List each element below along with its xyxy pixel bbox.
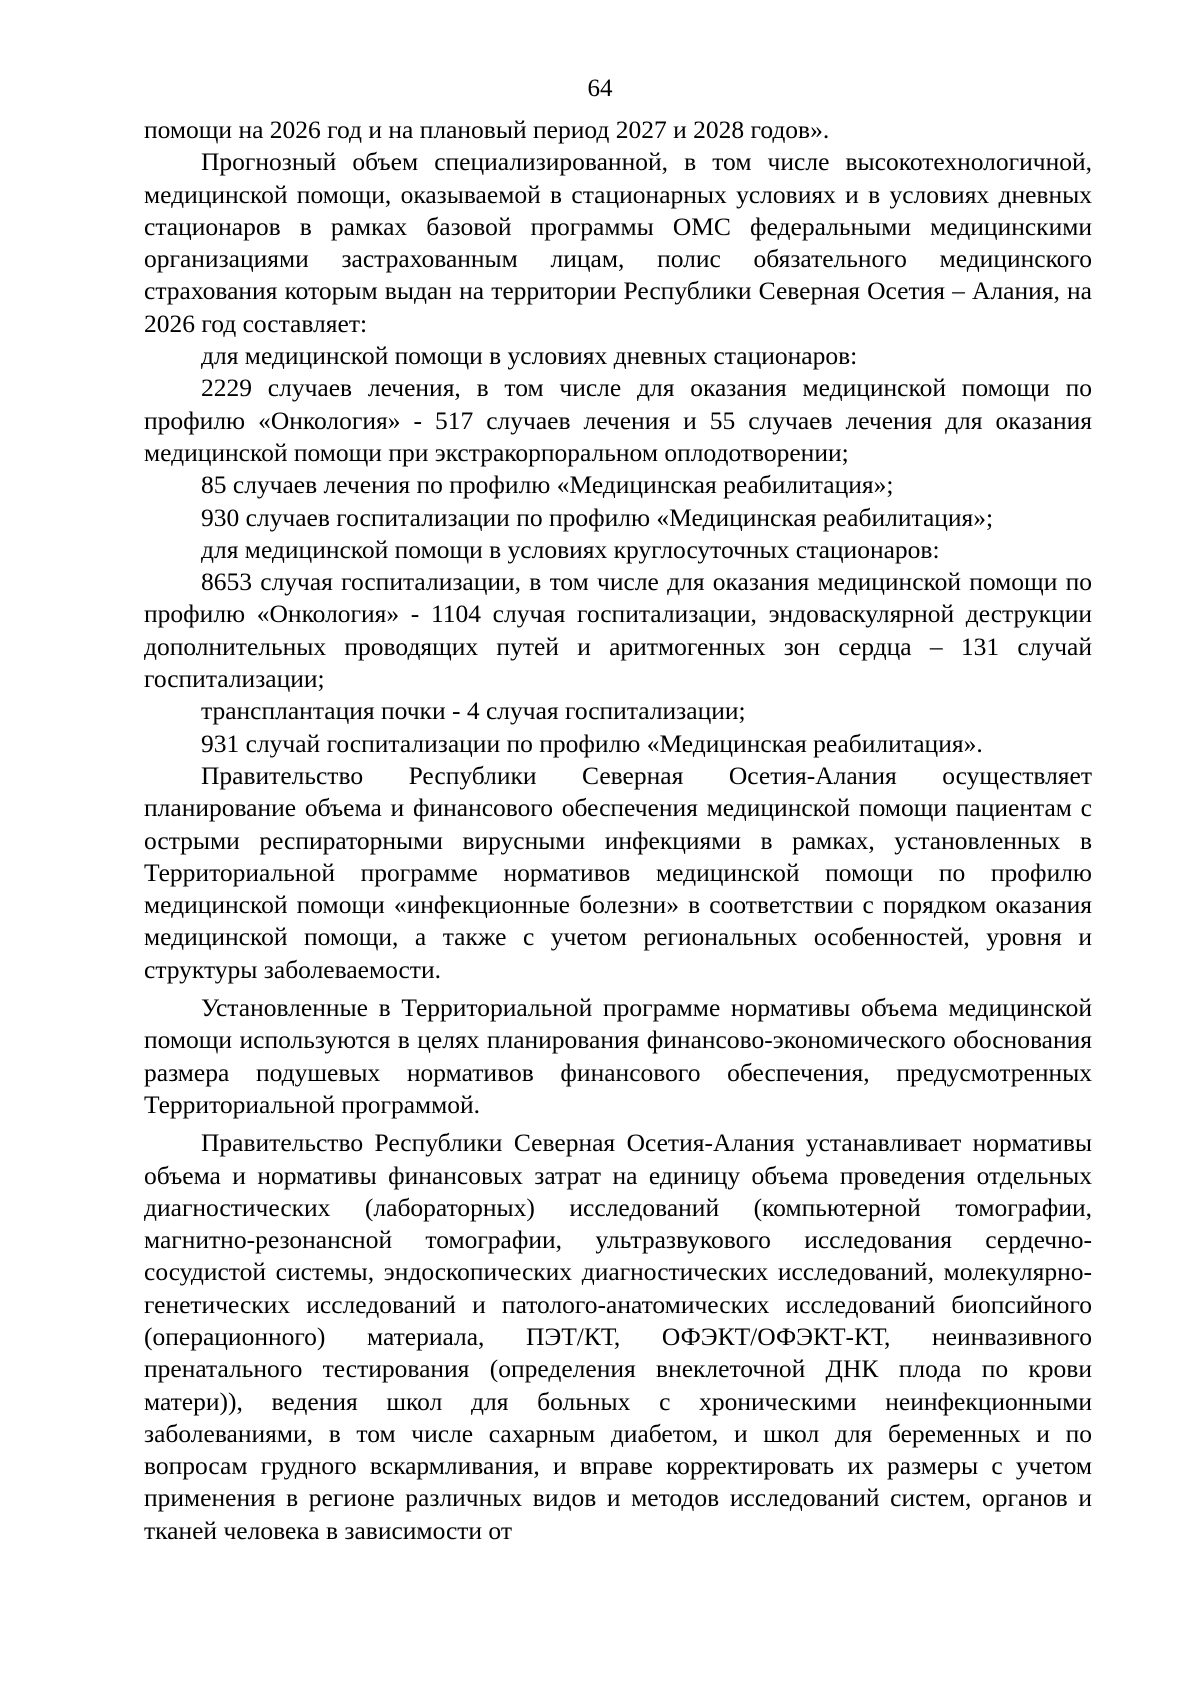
paragraph-diagnostic-norms: Правительство Республики Северная Осетия-Алания устанавливает нормативы объема и нормативы финансовых затрат на единицу объема проведения отдельных диагностических (лабораторных) исследований (компьютерной томографии, магнитно-резонансной томографии, ультразвукового исследования сердечно-сосудистой системы, эндоскопических диагностических исследований, молекулярно-генетических исследований и патолого-анатомических исследований биопсийного (операционного) материала, ПЭТ/КТ, ОФЭКТ/ОФЭКТ-КТ, неинвазивного пренатального тестирования (определения внеклеточной ДНК плода по крови матери)), ведения школ для больных с хроническими неинфекционными заболеваниями, в том числе сахарным диабетом, и школ для беременных и по вопросам грудного вскармливания, и вправе корректировать их размеры с учетом применения в регионе различных видов и методов исследований систем, органов и тканей человека в зависимости от (144, 1128, 1092, 1545)
paragraph-forecast-volume: Прогнозный объем специализированной, в том числе высокотехнологичной, медицинской помощи, оказываемой в стационарных условиях и в условиях дневных стационаров в рамках базовой программы ОМС федеральными медицинскими организациями застрахованным лицам, полис обязательного медицинского страхования которым выдан на территории Республики Северная Осетия – Алания, на 2026 год составляет: (144, 147, 1092, 338)
paragraph-kidney-transplant: трансплантация почки - 4 случая госпитализации; (201, 696, 746, 726)
paragraph-arvi-planning: Правительство Республики Северная Осетия-Алания осуществляет планирование объема и финансового обеспечения медицинской помощи пациентам с острыми респираторными вирусными инфекциями в рамках, установленных в Территориальной программе нормативов медицинской помощи по профилю медицинской помощи «инфекционные болезни» в соответствии с порядком оказания медицинской помощи, а также с учетом региональных особенностей, уровня и структуры заболеваемости. (144, 760, 1092, 984)
document-body (144, 114, 1092, 1547)
paragraph-norms-usage: Установленные в Территориальной программе нормативы объема медицинской помощи используются в целях планирования финансово-экономического обоснования размера подушевых нормативов финансового обеспечения, предусмотренных Территориальной программой. (144, 993, 1092, 1119)
paragraph-rehab-931: 931 случай госпитализации по профилю «Медицинская реабилитация». (201, 728, 983, 758)
paragraph-round-the-clock-heading: для медицинской помощи в условиях круглосуточных стационаров: (201, 534, 940, 564)
paragraph-day-hospitals-cases: 2229 случаев лечения, в том числе для оказания медицинской помощи по профилю «Онкология» - 517 случаев лечения и 55 случаев лечения для оказания медицинской помощи при экстракорпоральном оплодотворении; (144, 373, 1092, 467)
paragraph-continuation: помощи на 2026 год и на плановый период 2027 и 2028 годов». (144, 115, 830, 144)
paragraph-round-the-clock-cases: 8653 случая госпитализации, в том числе для оказания медицинской помощи по профилю «Онкология» - 1104 случая госпитализации, эндоваскулярной деструкции дополнительных проводящих путей и аритмогенных зон сердца – 131 случай госпитализации; (144, 567, 1092, 694)
paragraph-day-hospitals-heading: для медицинской помощи в условиях дневных стационаров: (201, 341, 858, 371)
paragraph-rehab-hospitalization: 930 случаев госпитализации по профилю «Медицинская реабилитация»; (201, 502, 994, 532)
paragraph-rehab-treatment: 85 случаев лечения по профилю «Медицинская реабилитация»; (201, 470, 894, 500)
page-number: 64 (587, 75, 613, 102)
